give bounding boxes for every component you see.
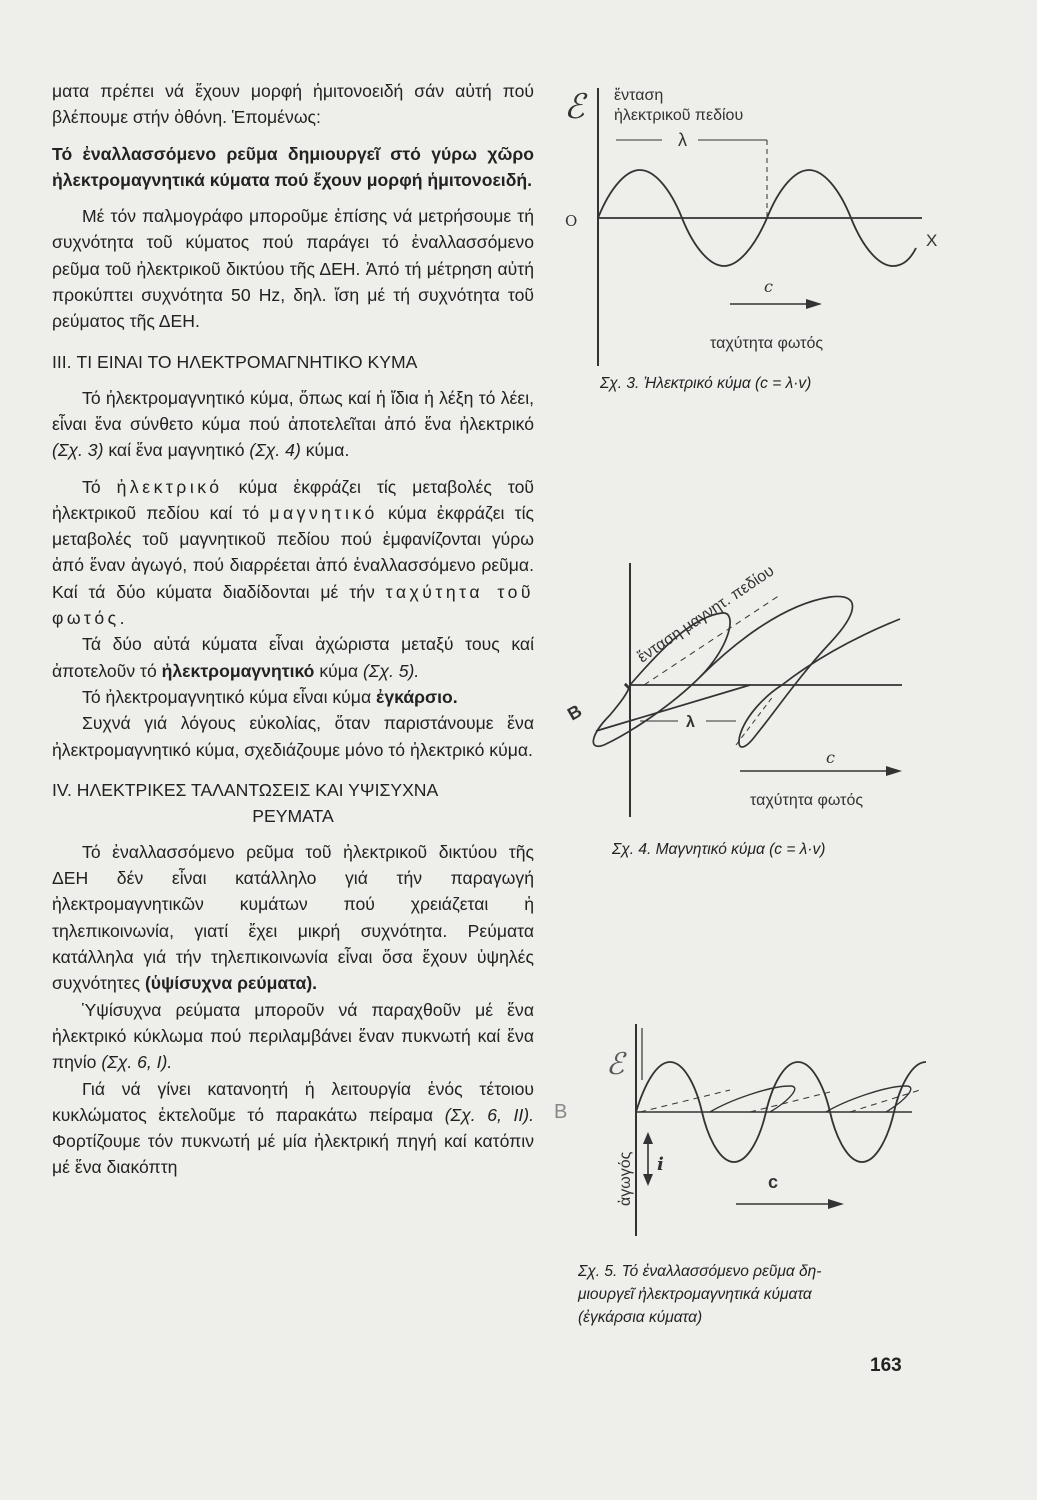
figure-5-caption: [578, 1260, 821, 1329]
script-e-label: ℰ: [606, 1047, 625, 1082]
figure-5-caption-line-2: μιουργεῖ ἠλεκτρομαγνητικά κύματα: [578, 1286, 812, 1303]
figure-5-caption-line-1: Σχ. 5. Τό ἐναλλασσόμενο ρεῦμα δη-: [578, 1263, 822, 1280]
paragraph-3: Μέ τόν παλμογράφο μποροῦμε ἐπίσης νά μετρήσουμε τή συχνότητα τοῦ κύματος πού παράγει τό ἐναλλασσόμενο ρεῦμα τοῦ ἠλεκτρικοῦ δικτύου τῆς ΔΕΗ. Ἀπό τή μέτρηση αὐτή προκύπτει συχνότητα 50 Hz, δηλ. ἴση μέ τή συχνότητα τοῦ ρεύματος τῆς ΔΕΗ.: [52, 206, 534, 332]
script-e-label: ℰ: [564, 87, 585, 127]
p10-text: Ὑψίσυχνα ρεύματα μποροῦν νά παραχθοῦν μέ ἕνα ἠλεκτρικό κύκλωμα πού περιλαμβάνει ἕναν πυκνωτή καί ἕνα πηνίο: [52, 999, 534, 1073]
b-label: B: [554, 1101, 568, 1123]
ref-fig4: (Σχ. 4): [249, 440, 301, 461]
b-marker: [626, 685, 628, 687]
main-text-column: [52, 78, 534, 1181]
lambda-label: λ: [686, 714, 695, 731]
b-label: B: [564, 700, 586, 725]
figure-3-svg: [560, 78, 940, 378]
figure-4-magnetic-wave: [560, 535, 940, 835]
speed-label: ταχύτητα φωτός: [710, 335, 824, 352]
c-label: c: [768, 1172, 779, 1192]
page-number: 163: [870, 1355, 902, 1376]
p5-text: Τό: [82, 476, 117, 497]
figure-4-caption: Σχ. 4. Μαγνητικό κύμα (c = λ·v): [612, 841, 826, 858]
paragraph-4: [52, 385, 534, 464]
p6-text-2: κύμα: [314, 660, 363, 681]
velocity-arrowhead: [806, 299, 822, 309]
figure-5-svg: [550, 1020, 950, 1240]
diagonal-dash-2: [750, 1092, 830, 1112]
figure-5-caption-line-3: (ἐγκάρσια κύματα): [578, 1309, 703, 1326]
ref-fig5: (Σχ. 5).: [362, 660, 420, 681]
current-label: i: [657, 1154, 664, 1175]
figure-3-caption: Σχ. 3. Ἠλεκτρικό κύμα (c = λ·v): [600, 375, 812, 392]
p11-text: Γιά νά γίνει κατανοητή ἡ λειτουργία ἑνός τέτοιου κυκλώματος ἐκτελοῦμε τό παρακάτω πείραμα: [52, 1078, 534, 1125]
p7-text: Τό ἠλεκτρομαγνητικό κύμα εἶναι κύμα: [82, 686, 376, 707]
p6-text: Τά δύο αὐτά κύματα εἶναι ἀχώριστα μεταξύ τους καί ἀποτελοῦν τό: [52, 634, 534, 681]
paragraph-7: [52, 684, 534, 710]
paragraph-5: [52, 474, 534, 632]
p4-text: Τό ἠλεκτρομαγνητικό κύμα, ὅπως καί ἡ ἴδια ἡ λέξη τό λέει, εἶναι ἕνα σύνθετο κύμα πού ἀποτελεῖται ἀπό ἕνα ἠλεκτρικό: [52, 387, 534, 434]
ref-fig6-ii: (Σχ. 6, II).: [444, 1104, 534, 1125]
bold-hf-currents: (ὑψίσυχνα ρεύματα).: [144, 973, 318, 994]
lambda-label: λ: [678, 130, 687, 150]
bold-electromagnetic: ἠλεκτρομαγνητικό: [161, 660, 315, 681]
field-label: ἔνταση: [614, 87, 664, 104]
magnetic-wave-loop-2: [700, 596, 853, 747]
paragraph-10: [52, 997, 534, 1076]
current-arrowhead-down: [643, 1174, 653, 1186]
p4-text-3: κύμα.: [300, 440, 350, 461]
heading-section-4: IV. ΗΛΕΚΤΡΙΚΕΣ ΤΑΛΑΝΤΩΣΕΙΣ ΚΑΙ ΥΨΙΣΥΧΝΑ: [52, 779, 439, 800]
spaced-electric: ἠλεκτρικό: [116, 476, 223, 497]
magnetic-loop-1: [710, 1086, 795, 1112]
velocity-arrowhead: [828, 1199, 844, 1209]
speed-label: ταχύτητα φωτός: [750, 792, 864, 809]
paragraph-11: [52, 1076, 534, 1181]
velocity-arrowhead: [886, 766, 902, 776]
current-arrowhead-up: [643, 1132, 653, 1144]
paragraph-1: ματα πρέπει νά ἔχουν μορφή ἡμιτονοειδή σάν αὐτή πού βλέπουμε στήν ὀθόνη. Ἑπομένως:: [52, 81, 534, 128]
bold-transverse: ἐγκάρσιο.: [376, 686, 458, 707]
paragraph-8: Συχνά γιά λόγους εὐκολίας, ὅταν παριστάνουμε ἕνα ἠλεκτρομαγνητικό κύμα, σχεδιάζουμε μόνο τό ἠλεκτρικό κύμα.: [52, 713, 534, 760]
paragraph-2-emphasis: Τό ἐναλλασσόμενο ρεῦμα δημιουργεῖ στό γύρω χῶρο ἠλεκτρομαγνητικά κύματα πού ἔχουν μορφή ἡμιτονοειδή.: [52, 143, 534, 190]
ref-fig3: (Σχ. 3): [52, 440, 104, 461]
figure-4-svg: [560, 535, 940, 835]
spaced-magnetic: μαγνητικό: [269, 502, 378, 523]
figure-3-electric-wave: [560, 78, 940, 378]
p4-text-2: καί ἕνα μαγνητικό: [103, 440, 250, 461]
spaced-speed-of-light: ταχύτητα τοῦ φωτός.: [52, 581, 534, 629]
diagonal-axis: [596, 685, 750, 731]
heading-section-3: III. ΤΙ ΕΙΝΑΙ ΤΟ ΗΛΕΚΤΡΟΜΑΓΝΗΤΙΚΟ ΚΥΜΑ: [52, 351, 418, 372]
paragraph-9: [52, 839, 534, 997]
field-label: ἔνταση μαγνητ. πεδίου: [634, 562, 778, 667]
origin-label: O: [565, 212, 578, 230]
p5-text-2: κύμα ἐκφράζει τίς μεταβολές τοῦ ἠλεκτρικοῦ πεδίου καί τό: [52, 476, 534, 523]
heading-section-4-line-2: ΡΕΥΜΑΤΑ: [252, 805, 334, 826]
ref-fig6-i: (Σχ. 6, I).: [101, 1052, 173, 1073]
p11-text-2: Φορτίζουμε τόν πυκνωτή μέ μία ἠλεκτρική πηγή καί κατόπιν μέ ἕνα διακόπτη: [52, 1131, 534, 1178]
p5-text-3: κύμα ἐκφράζει τίς μεταβολές τοῦ μαγνητικοῦ πεδίου πού ἐμφανίζονται γύρω ἀπό ἕναν ἀγωγό, πού διαρρέεται ἀπό ἐναλλασσόμενο ρεῦμα. Καί τά δύο κύματα διαδίδονται μέ τήν: [52, 502, 534, 602]
paragraph-6: [52, 631, 534, 684]
c-label: c: [826, 748, 835, 767]
c-label: c: [764, 277, 773, 296]
x-axis-label: X: [926, 231, 938, 250]
p9-text: Τό ἐναλλασσόμενο ρεῦμα τοῦ ἠλεκτρικοῦ δικτύου τῆς ΔΕΗ δέν εἶναι κατάλληλο γιά τήν παραγωγή ἠλεκτρομαγνητικῶν κυμάτων πού χρειάζεται ἡ τηλεπικοινωνία, γιατί ἔχει μικρή συχνότητα. Ρεύματα κατάλληλα γιά τήν τηλεπικοινωνία εἶναι ὅσα ἔχουν ὑψηλές συχνότητες: [52, 841, 534, 994]
figure-5-em-wave: [550, 1020, 950, 1240]
field-label-2: ἠλεκτρικοῦ πεδίου: [614, 107, 744, 124]
conductor-label: ἀγωγός: [617, 1151, 634, 1206]
